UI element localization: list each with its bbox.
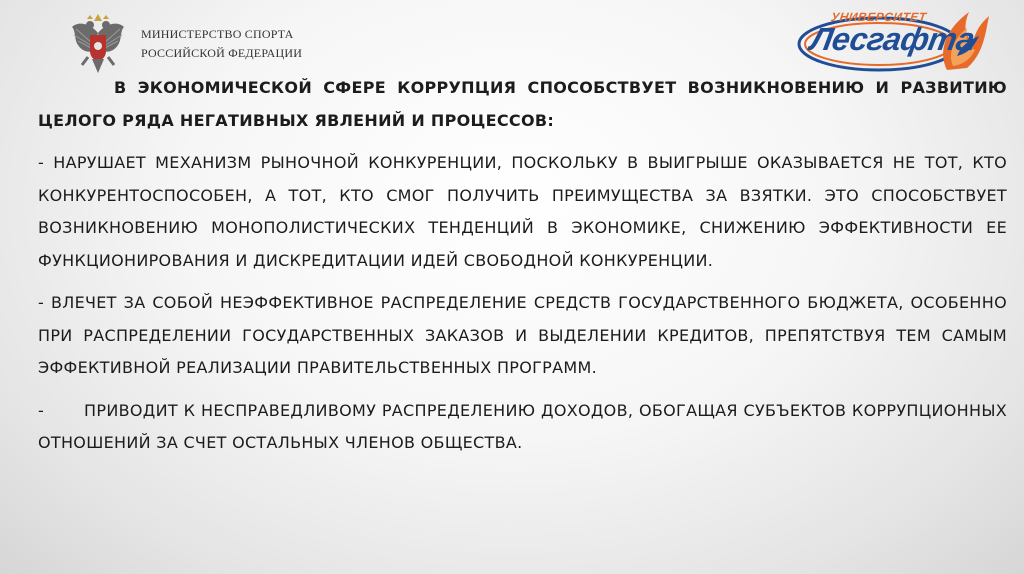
list-item-3: - ПРИВОДИТ К НЕСПРАВЕДЛИВОМУ РАСПРЕДЕЛЕНИЮ ДОХОДОВ, ОБОГАЩАЯ СУБЪЕКТОВ КОРРУПЦИОННЫХ ОТНОШЕНИЙ ЗА СЧЕТ ОСТАЛЬНЫХ ЧЛЕНОВ ОБЩЕСТВА. [38,400,1013,452]
list-item-1: - НАРУШАЕТ МЕХАНИЗМ РЫНОЧНОЙ КОНКУРЕНЦИИ, ПОСКОЛЬКУ В ВЫИГРЫШЕ ОКАЗЫВАЕТСЯ НЕ ТОТ, КТО КОНКУРЕНТОСПОСОБЕН, А ТОТ, КТО СМОГ ПОЛУЧИТЬ ПРЕИМУЩЕСТВА ЗА ВЗЯТКИ. ЭТО СПОСОБСТВУЕТ ВОЗНИКНОВЕНИЮ МОНОПОЛИСТИЧЕСКИХ ТЕНДЕНЦИЙ В ЭКОНОМИКЕ, СНИЖЕНИЮ ЭФФЕКТИВНОСТИ ЕЕ ФУНКЦИОНИРОВАНИЯ И ДИСКРЕДИТАЦИИ ИДЕЙ СВОБОДНОЙ КОНКУРЕНЦИИ. [38,153,1007,270]
university-logo [797,6,991,74]
ministry-line-1: МИНИСТЕРСТВО СПОРТА [141,27,294,41]
logo-small-text: УНИВЕРСИТЕТ [830,10,928,24]
ministry-title [141,25,302,63]
list-item-2: - ВЛЕЧЕТ ЗА СОБОЙ НЕЭФФЕКТИВНОЕ РАСПРЕДЕЛЕНИЕ СРЕДСТВ ГОСУДАРСТВЕННОГО БЮДЖЕТА, ОСОБЕННО ПРИ РАСПРЕДЕЛЕНИИ ГОСУДАРСТВЕННЫХ ЗАКАЗОВ И ВЫДЕЛЕНИИ КРЕДИТОВ, ПРЕПЯТСТВУЯ ТЕМ САМЫМ ЭФФЕКТИВНОЙ РЕАЛИЗАЦИИ ПРАВИТЕЛЬСТВЕННЫХ ПРОГРАММ. [38,293,1007,377]
intro-text: В ЭКОНОМИЧЕСКОЙ СФЕРЕ КОРРУПЦИЯ СПОСОБСТВУЕТ ВОЗНИКНОВЕНИЮ И РАЗВИТИЮ ЦЕЛОГО РЯДА НЕГАТИВНЫХ ЯВЛЕНИЙ И ПРОЦЕССОВ: [38,78,1007,130]
russian-coat-of-arms-icon [70,13,126,75]
slide-body [38,72,1013,470]
intro-paragraph [38,72,1007,137]
logo-big-text: Лесгафта [807,21,978,57]
ministry-line-2: РОССИЙСКОЙ ФЕДЕРАЦИИ [141,46,303,60]
slide-header [0,0,1024,80]
